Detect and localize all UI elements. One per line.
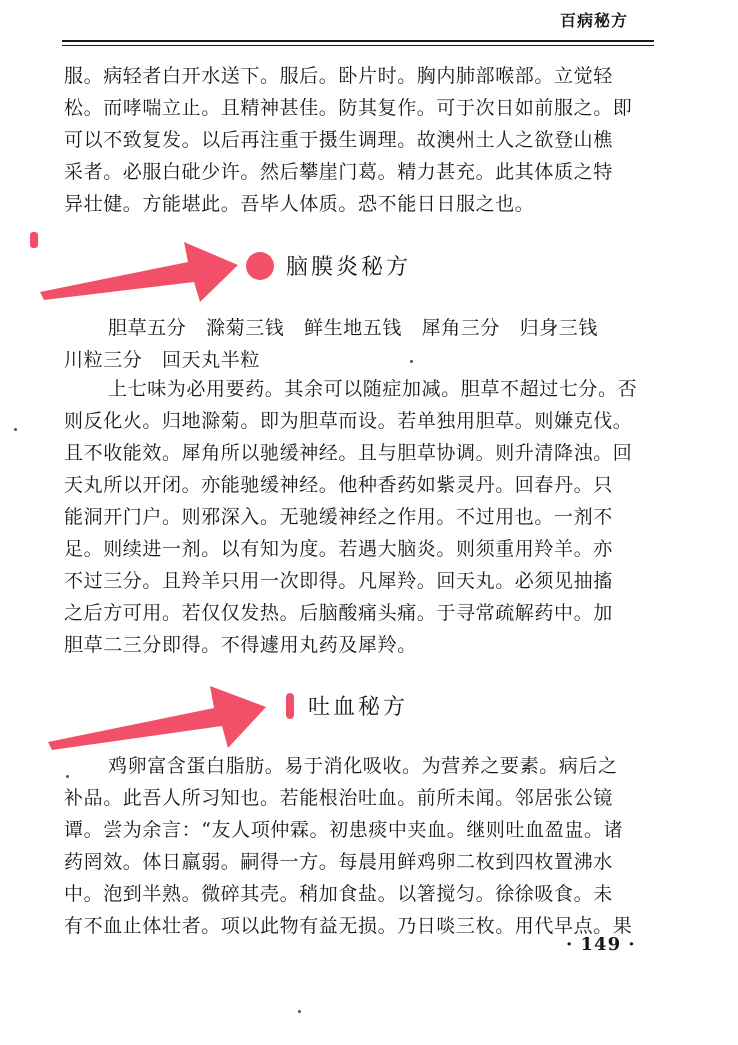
header-rule-thick bbox=[62, 40, 654, 42]
text-line: 服。病轻者白开水送下。服后。卧片时。胸内肺部喉部。立觉轻 bbox=[64, 65, 613, 87]
ingredients-line: 川粒三分 回天丸半粒 bbox=[64, 349, 261, 371]
bar-bullet-icon bbox=[286, 693, 294, 719]
section-title: 脑膜炎秘方 bbox=[286, 255, 412, 280]
scan-speck bbox=[66, 775, 69, 778]
header-rule-thin bbox=[62, 45, 654, 46]
text-line: 采者。必服白砒少许。然后攀崖门葛。精力甚充。此其体质之特 bbox=[64, 161, 613, 183]
text-line: 鸡卵富含蛋白脂肪。易于消化吸收。为营养之要素。病后之 bbox=[108, 755, 618, 777]
text-line: 药罔效。体日羸弱。嗣得一方。每晨用鲜鸡卵二枚到四枚置沸水 bbox=[64, 851, 613, 873]
section-heading-meningitis bbox=[246, 250, 411, 281]
margin-highlight-mark bbox=[30, 232, 38, 248]
scan-speck bbox=[298, 1010, 301, 1013]
intro-paragraph bbox=[64, 60, 664, 220]
section-title: 吐血秘方 bbox=[308, 695, 409, 720]
text-line: 之后方可用。若仅仅发热。后脑酸痛头痛。于寻常疏解药中。加 bbox=[64, 602, 613, 624]
scan-speck bbox=[14, 428, 17, 431]
text-line: 中。泡到半熟。微碎其壳。稍加食盐。以箸搅匀。徐徐吸食。未 bbox=[64, 883, 613, 905]
text-line: 异壮健。方能堪此。吾毕人体质。恐不能日日服之也。 bbox=[64, 193, 535, 215]
text-line: 不过三分。且羚羊只用一次即得。凡犀羚。回天丸。必须见抽搐 bbox=[64, 570, 613, 592]
text-line: 有不血止体壮者。项以此物有益无损。乃日啖三枚。用代早点。果 bbox=[64, 915, 633, 937]
text-line: 胆草二三分即得。不得遽用丸药及犀羚。 bbox=[64, 634, 417, 656]
scan-speck bbox=[410, 360, 413, 363]
text-line: 可以不致复发。以后再注重于摄生调理。故澳州土人之欲登山樵 bbox=[64, 129, 613, 151]
text-line: 松。而哮喘立止。且精神甚佳。防其复作。可于次日如前服之。即 bbox=[64, 97, 633, 119]
text-line: 且不收能效。犀角所以驰缓神经。且与胆草协调。则升清降浊。回 bbox=[64, 442, 633, 464]
arrow-right-icon bbox=[48, 686, 266, 750]
running-title: 百病秘方 bbox=[560, 11, 629, 30]
ingredients-list bbox=[64, 312, 664, 376]
text-line: 谭。尝为余言：“友人项仲霖。初患痰中夹血。继则吐血盈盅。诸 bbox=[64, 819, 624, 841]
circle-bullet-icon bbox=[246, 252, 274, 280]
text-line: 补品。此吾人所习知也。若能根治吐血。前所未闻。邻居张公镜 bbox=[64, 787, 613, 809]
ingredients-line: 胆草五分 滁菊三钱 鲜生地五钱 犀角三分 归身三钱 bbox=[108, 317, 599, 339]
section-heading-hematemesis bbox=[286, 690, 408, 721]
text-line: 足。则续进一剂。以有知为度。若遇大脑炎。则须重用羚羊。亦 bbox=[64, 538, 613, 560]
arrow-right-icon bbox=[40, 242, 238, 302]
text-line: 能洞开门户。则邪深入。无驰缓神经之作用。不过用也。一剂不 bbox=[64, 506, 613, 528]
text-line: 上七味为必用要药。其余可以随症加减。胆草不超过七分。否 bbox=[108, 378, 638, 400]
text-line: 天丸所以开闭。亦能驰缓神经。他种香药如紫灵丹。回春丹。只 bbox=[64, 474, 613, 496]
hematemesis-paragraph bbox=[64, 750, 664, 942]
page-number: · 149 · bbox=[566, 934, 636, 955]
text-line: 则反化火。归地滁菊。即为胆草而设。若单独用胆草。则嫌克伐。 bbox=[64, 410, 633, 432]
meningitis-paragraph bbox=[64, 373, 664, 661]
